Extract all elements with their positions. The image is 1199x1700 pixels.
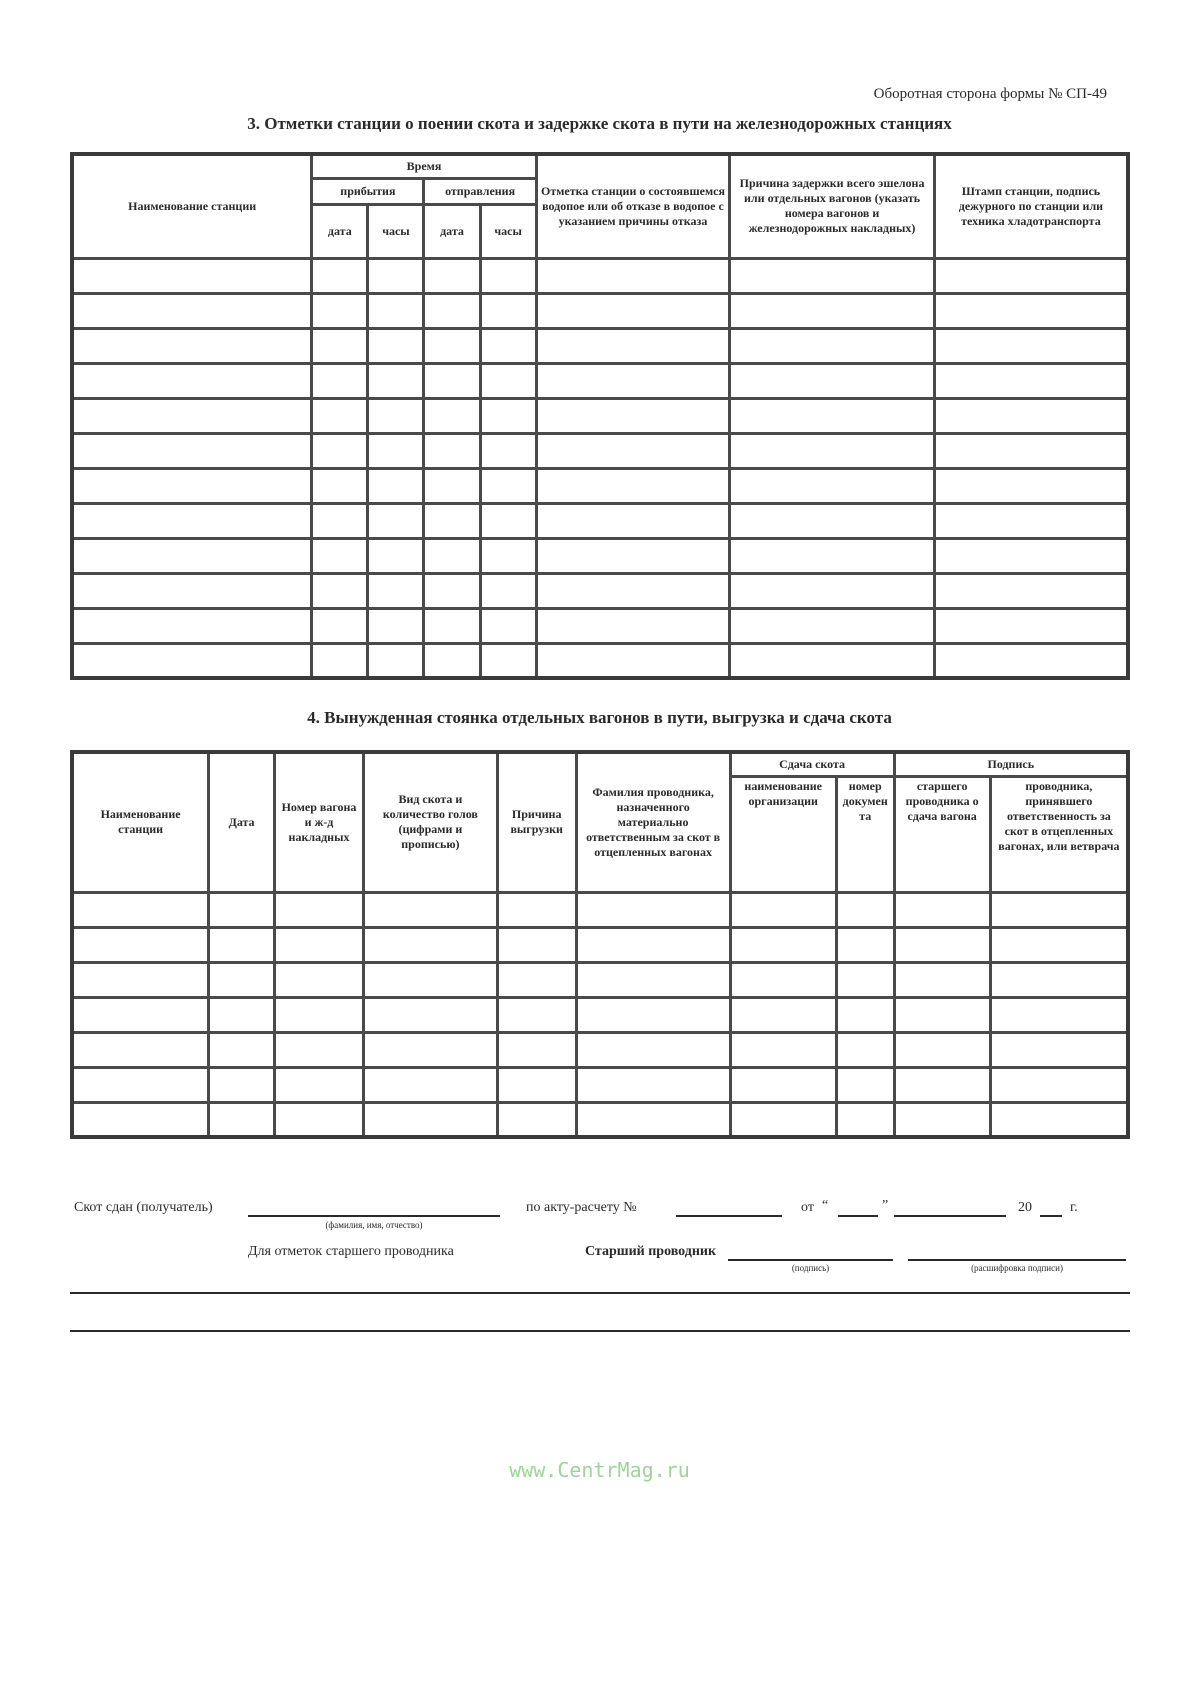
- empty-cell[interactable]: [480, 538, 536, 573]
- empty-cell[interactable]: [730, 997, 836, 1032]
- empty-cell[interactable]: [934, 643, 1128, 678]
- empty-cell[interactable]: [497, 1032, 576, 1067]
- empty-cell[interactable]: [894, 1032, 990, 1067]
- empty-cell[interactable]: [480, 503, 536, 538]
- empty-cell[interactable]: [274, 1067, 363, 1102]
- table-row: [72, 503, 1128, 538]
- empty-cell[interactable]: [364, 927, 498, 962]
- empty-cell[interactable]: [364, 1067, 498, 1102]
- empty-cell[interactable]: [209, 892, 275, 927]
- col-guide: Фамилия проводника, назначенного материально ответственным за скот в отцепленных вагонах: [576, 752, 730, 892]
- empty-cell[interactable]: [368, 643, 424, 678]
- empty-cell[interactable]: [312, 538, 368, 573]
- empty-cell[interactable]: [368, 258, 424, 293]
- empty-cell[interactable]: [536, 503, 730, 538]
- empty-cell[interactable]: [536, 608, 730, 643]
- empty-cell[interactable]: [576, 962, 730, 997]
- empty-cell[interactable]: [730, 962, 836, 997]
- table-row: [72, 328, 1128, 363]
- sign-caption: (подпись): [791, 1263, 830, 1273]
- empty-cell[interactable]: [312, 573, 368, 608]
- col-arrival-hours: часы: [368, 204, 424, 258]
- empty-cell[interactable]: [480, 363, 536, 398]
- empty-cell[interactable]: [364, 1032, 498, 1067]
- col-date: Дата: [209, 752, 275, 892]
- empty-cell[interactable]: [312, 503, 368, 538]
- empty-cell[interactable]: [990, 892, 1128, 927]
- empty-cell[interactable]: [72, 258, 312, 293]
- empty-cell[interactable]: [424, 258, 480, 293]
- empty-cell[interactable]: [274, 892, 363, 927]
- empty-cell[interactable]: [312, 293, 368, 328]
- empty-cell[interactable]: [368, 293, 424, 328]
- empty-cell[interactable]: [72, 927, 209, 962]
- col-departure-hours: часы: [480, 204, 536, 258]
- table-row: [72, 258, 1128, 293]
- table-row: [72, 643, 1128, 678]
- empty-cell[interactable]: [730, 468, 935, 503]
- empty-cell[interactable]: [312, 398, 368, 433]
- empty-cell[interactable]: [209, 1032, 275, 1067]
- signature-decode-field[interactable]: [908, 1259, 1126, 1261]
- empty-cell[interactable]: [894, 892, 990, 927]
- empty-cell[interactable]: [72, 962, 209, 997]
- empty-cell[interactable]: [424, 328, 480, 363]
- empty-cell[interactable]: [730, 1032, 836, 1067]
- empty-cell[interactable]: [424, 398, 480, 433]
- empty-cell[interactable]: [424, 293, 480, 328]
- empty-cell[interactable]: [730, 433, 935, 468]
- table-row: [72, 1067, 1128, 1102]
- empty-cell[interactable]: [72, 328, 312, 363]
- empty-cell[interactable]: [730, 328, 935, 363]
- table-row: [72, 608, 1128, 643]
- empty-cell[interactable]: [536, 643, 730, 678]
- empty-cell[interactable]: [836, 892, 894, 927]
- empty-cell[interactable]: [72, 997, 209, 1032]
- empty-cell[interactable]: [480, 608, 536, 643]
- empty-cell[interactable]: [934, 573, 1128, 608]
- col-doc: номер документа: [836, 776, 894, 892]
- empty-cell[interactable]: [312, 608, 368, 643]
- empty-cell[interactable]: [480, 258, 536, 293]
- empty-cell[interactable]: [424, 433, 480, 468]
- empty-cell[interactable]: [990, 997, 1128, 1032]
- empty-cell[interactable]: [836, 1032, 894, 1067]
- empty-cell[interactable]: [894, 1102, 990, 1137]
- quote-open: “: [822, 1198, 829, 1213]
- empty-cell[interactable]: [209, 1067, 275, 1102]
- empty-cell[interactable]: [312, 258, 368, 293]
- table-row: [72, 927, 1128, 962]
- empty-cell[interactable]: [536, 293, 730, 328]
- empty-cell[interactable]: [480, 433, 536, 468]
- empty-cell[interactable]: [274, 962, 363, 997]
- table-row: [72, 1102, 1128, 1137]
- empty-cell[interactable]: [424, 468, 480, 503]
- empty-cell[interactable]: [934, 398, 1128, 433]
- notes-line-1[interactable]: [70, 1292, 1130, 1294]
- empty-cell[interactable]: [209, 1102, 275, 1137]
- empty-cell[interactable]: [990, 962, 1128, 997]
- col-arrival-date: дата: [312, 204, 368, 258]
- senior-signature-field[interactable]: [728, 1259, 893, 1261]
- empty-cell[interactable]: [368, 468, 424, 503]
- empty-cell[interactable]: [934, 293, 1128, 328]
- empty-cell[interactable]: [894, 927, 990, 962]
- empty-cell[interactable]: [368, 608, 424, 643]
- empty-cell[interactable]: [536, 328, 730, 363]
- empty-cell[interactable]: [894, 1067, 990, 1102]
- col-org: наименование организации: [730, 776, 836, 892]
- empty-cell[interactable]: [576, 927, 730, 962]
- empty-cell[interactable]: [497, 1102, 576, 1137]
- empty-cell[interactable]: [536, 468, 730, 503]
- empty-cell[interactable]: [497, 962, 576, 997]
- empty-cell[interactable]: [274, 927, 363, 962]
- empty-cell[interactable]: [72, 468, 312, 503]
- month-field[interactable]: [894, 1215, 1006, 1217]
- table-row: [72, 433, 1128, 468]
- empty-cell[interactable]: [536, 538, 730, 573]
- empty-cell[interactable]: [480, 643, 536, 678]
- table-row: [72, 962, 1128, 997]
- empty-cell[interactable]: [364, 1102, 498, 1137]
- empty-cell[interactable]: [836, 1102, 894, 1137]
- empty-cell[interactable]: [364, 997, 498, 1032]
- act-label: по акту-расчету №: [526, 1200, 637, 1215]
- col-signature: Подпись: [894, 752, 1128, 776]
- col-departure-date: дата: [424, 204, 480, 258]
- empty-cell[interactable]: [274, 997, 363, 1032]
- notes-line-2[interactable]: [70, 1330, 1130, 1332]
- empty-cell[interactable]: [836, 927, 894, 962]
- empty-cell[interactable]: [934, 363, 1128, 398]
- table-row: [72, 398, 1128, 433]
- empty-cell[interactable]: [990, 927, 1128, 962]
- empty-cell[interactable]: [368, 328, 424, 363]
- empty-cell[interactable]: [576, 1067, 730, 1102]
- empty-cell[interactable]: [536, 398, 730, 433]
- col-time: Время: [312, 154, 536, 178]
- empty-cell[interactable]: [274, 1032, 363, 1067]
- empty-cell[interactable]: [730, 1102, 836, 1137]
- empty-cell[interactable]: [72, 892, 209, 927]
- empty-cell[interactable]: [990, 1032, 1128, 1067]
- empty-cell[interactable]: [368, 433, 424, 468]
- col-receiver: проводника, принявшего ответственность за скот в отцепленных вагонах, или ветврача: [990, 776, 1128, 892]
- empty-cell[interactable]: [72, 398, 312, 433]
- col-wagon: Номер вагона и ж-д накладных: [274, 752, 363, 892]
- table-row: [72, 1032, 1128, 1067]
- col-handover: Сдача скота: [730, 752, 894, 776]
- empty-cell[interactable]: [312, 643, 368, 678]
- empty-cell[interactable]: [730, 643, 935, 678]
- forced-stop-table: [70, 750, 1130, 1139]
- empty-cell[interactable]: [368, 538, 424, 573]
- empty-cell[interactable]: [368, 363, 424, 398]
- empty-cell[interactable]: [836, 962, 894, 997]
- empty-cell[interactable]: [364, 962, 498, 997]
- empty-cell[interactable]: [730, 293, 935, 328]
- col-station: Наименование станции: [72, 154, 312, 258]
- empty-cell[interactable]: [480, 398, 536, 433]
- empty-cell[interactable]: [424, 573, 480, 608]
- table-row: [72, 468, 1128, 503]
- empty-cell[interactable]: [312, 433, 368, 468]
- table-row: [72, 363, 1128, 398]
- receiver-name-field[interactable]: [248, 1215, 500, 1217]
- empty-cell[interactable]: [209, 927, 275, 962]
- empty-cell[interactable]: [730, 1067, 836, 1102]
- empty-cell[interactable]: [497, 892, 576, 927]
- empty-cell[interactable]: [424, 363, 480, 398]
- decode-caption: (расшифровка подписи): [971, 1263, 1063, 1273]
- empty-cell[interactable]: [934, 503, 1128, 538]
- empty-cell[interactable]: [72, 643, 312, 678]
- empty-cell[interactable]: [536, 573, 730, 608]
- empty-cell[interactable]: [836, 1067, 894, 1102]
- empty-cell[interactable]: [730, 608, 935, 643]
- table-row: [72, 538, 1128, 573]
- empty-cell[interactable]: [497, 1067, 576, 1102]
- empty-cell[interactable]: [72, 363, 312, 398]
- col-stamp: Штамп станции, подпись дежурного по станции или техника хладотранспорта: [934, 154, 1128, 258]
- station-marks-table: [70, 152, 1130, 680]
- empty-cell[interactable]: [894, 997, 990, 1032]
- col-departure: отправления: [424, 178, 536, 204]
- empty-cell[interactable]: [480, 328, 536, 363]
- senior-notes-label: Для отметок старшего проводника: [248, 1244, 454, 1259]
- empty-cell[interactable]: [368, 573, 424, 608]
- empty-cell[interactable]: [72, 538, 312, 573]
- empty-cell[interactable]: [934, 328, 1128, 363]
- empty-cell[interactable]: [730, 258, 935, 293]
- empty-cell[interactable]: [934, 468, 1128, 503]
- empty-cell[interactable]: [576, 1032, 730, 1067]
- empty-cell[interactable]: [72, 573, 312, 608]
- empty-cell[interactable]: [990, 1067, 1128, 1102]
- empty-cell[interactable]: [424, 643, 480, 678]
- empty-cell[interactable]: [72, 503, 312, 538]
- empty-cell[interactable]: [480, 293, 536, 328]
- empty-cell[interactable]: [72, 1067, 209, 1102]
- col-station: Наименование станции: [72, 752, 209, 892]
- empty-cell[interactable]: [72, 608, 312, 643]
- empty-cell[interactable]: [424, 503, 480, 538]
- col-reason: Причина выгрузки: [497, 752, 576, 892]
- table-row: [72, 997, 1128, 1032]
- col-delay-reason: Причина задержки всего эшелона или отдельных вагонов (указать номера вагонов и железнодорожных накладных): [730, 154, 935, 258]
- empty-cell[interactable]: [836, 997, 894, 1032]
- fio-caption: (фамилия, имя, отчество): [325, 1220, 423, 1230]
- empty-cell[interactable]: [209, 997, 275, 1032]
- from-label: от: [801, 1200, 814, 1215]
- senior-guide-label: Старший проводник: [585, 1244, 717, 1259]
- empty-cell[interactable]: [209, 962, 275, 997]
- table-row: [72, 573, 1128, 608]
- section-4-title: 4. Вынужденная стоянка отдельных вагонов в пути, выгрузка и сдача скота: [307, 708, 892, 727]
- empty-cell[interactable]: [274, 1102, 363, 1137]
- empty-cell[interactable]: [576, 892, 730, 927]
- empty-cell[interactable]: [312, 363, 368, 398]
- empty-cell[interactable]: [497, 927, 576, 962]
- empty-cell[interactable]: [730, 573, 935, 608]
- watermark: www.CentrMag.ru: [509, 1458, 690, 1482]
- year-field[interactable]: [1040, 1215, 1062, 1217]
- empty-cell[interactable]: [536, 258, 730, 293]
- empty-cell[interactable]: [364, 892, 498, 927]
- empty-cell[interactable]: [576, 997, 730, 1032]
- empty-cell[interactable]: [424, 608, 480, 643]
- col-cattle: Вид скота и количество голов (цифрами и прописью): [364, 752, 498, 892]
- empty-cell[interactable]: [730, 538, 935, 573]
- quote-close: ”: [882, 1198, 889, 1213]
- empty-cell[interactable]: [72, 433, 312, 468]
- empty-cell[interactable]: [934, 258, 1128, 293]
- empty-cell[interactable]: [480, 573, 536, 608]
- empty-cell[interactable]: [730, 892, 836, 927]
- empty-cell[interactable]: [312, 328, 368, 363]
- empty-cell[interactable]: [536, 433, 730, 468]
- empty-cell[interactable]: [72, 293, 312, 328]
- year-suffix: г.: [1070, 1200, 1078, 1215]
- empty-cell[interactable]: [312, 468, 368, 503]
- empty-cell[interactable]: [934, 538, 1128, 573]
- empty-cell[interactable]: [730, 503, 935, 538]
- form-label: Оборотная сторона формы № СП-49: [873, 86, 1107, 102]
- table-row: [72, 293, 1128, 328]
- empty-cell[interactable]: [480, 468, 536, 503]
- col-arrival: прибытия: [312, 178, 424, 204]
- empty-cell[interactable]: [990, 1102, 1128, 1137]
- col-watering: Отметка станции о состоявшемся водопое или об отказе в водопое с указанием причины отказа: [536, 154, 730, 258]
- empty-cell[interactable]: [72, 1102, 209, 1137]
- section-3-title: 3. Отметки станции о поении скота и задержке скота в пути на железнодорожных станциях: [247, 114, 952, 133]
- day-field[interactable]: [838, 1215, 878, 1217]
- empty-cell[interactable]: [536, 363, 730, 398]
- year-prefix: 20: [1018, 1200, 1032, 1215]
- col-senior: старшего проводника о сдача вагона: [894, 776, 990, 892]
- empty-cell[interactable]: [497, 997, 576, 1032]
- empty-cell[interactable]: [934, 608, 1128, 643]
- empty-cell[interactable]: [368, 398, 424, 433]
- empty-cell[interactable]: [368, 503, 424, 538]
- empty-cell[interactable]: [934, 433, 1128, 468]
- act-number-field[interactable]: [676, 1215, 782, 1217]
- table-row: [72, 892, 1128, 927]
- empty-cell[interactable]: [730, 398, 935, 433]
- empty-cell[interactable]: [894, 962, 990, 997]
- empty-cell[interactable]: [576, 1102, 730, 1137]
- empty-cell[interactable]: [730, 363, 935, 398]
- empty-cell[interactable]: [730, 927, 836, 962]
- empty-cell[interactable]: [424, 538, 480, 573]
- delivered-label: Скот сдан (получатель): [74, 1200, 213, 1215]
- empty-cell[interactable]: [72, 1032, 209, 1067]
